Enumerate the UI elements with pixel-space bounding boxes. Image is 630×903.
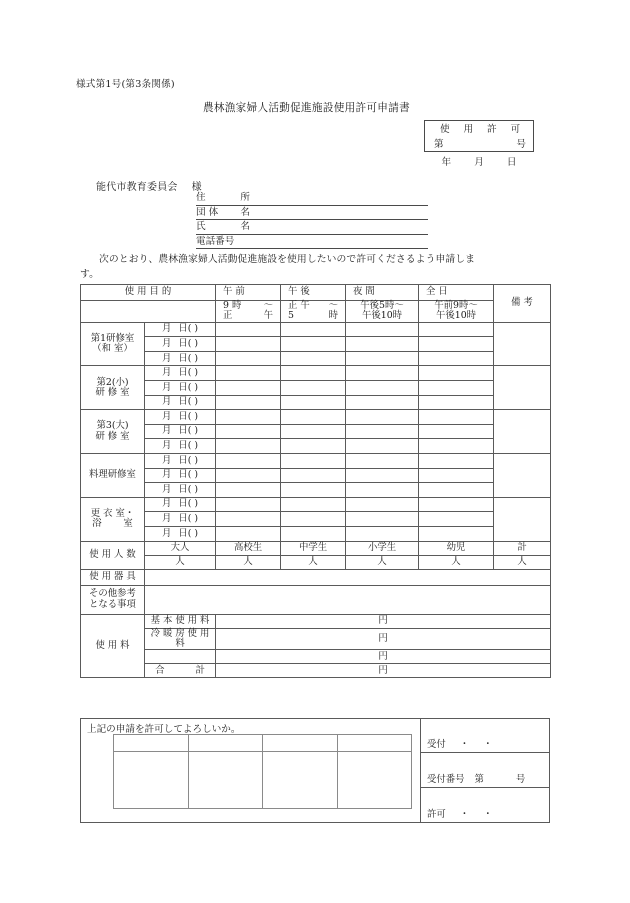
fee-name-basic [145, 614, 216, 628]
slot-allday[interactable] [419, 512, 494, 527]
approval-block [80, 718, 550, 823]
header-cell-allday [419, 285, 494, 301]
addressee-name: 能代市教育委員会 [96, 182, 178, 193]
header-cell-evening [346, 285, 419, 301]
date-cell[interactable] [145, 351, 216, 366]
remarks-cell[interactable] [494, 366, 551, 410]
room-label-2 [81, 366, 145, 410]
date-cell[interactable] [145, 497, 216, 512]
stamp-column[interactable] [263, 735, 338, 808]
table-row [81, 381, 551, 396]
slot-afternoon[interactable] [281, 351, 346, 366]
slot-allday[interactable] [419, 527, 494, 542]
field-label-name-b: 名 [240, 221, 250, 233]
slot-evening[interactable] [346, 410, 419, 425]
permit-number-suffix: 号 [516, 139, 526, 150]
slot-allday[interactable] [419, 424, 494, 439]
date-day: 日( ) [178, 367, 199, 379]
stamp-column-body[interactable] [114, 752, 188, 808]
slot-morning[interactable] [216, 337, 281, 352]
slot-morning[interactable] [216, 351, 281, 366]
fee-row-total [81, 664, 551, 678]
slot-afternoon[interactable] [281, 439, 346, 454]
slot-evening[interactable] [346, 454, 419, 469]
stamp-column-header [189, 735, 263, 752]
date-cell[interactable] [145, 322, 216, 337]
people-count-label [81, 541, 145, 569]
field-label-phone [196, 235, 250, 249]
date-day: 日( ) [178, 410, 199, 422]
fee-row-extra [81, 650, 551, 664]
slot-allday[interactable] [419, 410, 494, 425]
slot-afternoon[interactable] [281, 468, 346, 483]
slot-allday[interactable] [419, 439, 494, 454]
receipt-number-label: 受付番号 [427, 773, 465, 785]
date-month: 月 [161, 527, 172, 539]
slot-afternoon[interactable] [281, 512, 346, 527]
permit-line-bottom [427, 806, 493, 820]
field-label-name-a: 氏 [196, 221, 206, 233]
other-notes-input[interactable] [145, 585, 551, 614]
table-row [81, 410, 551, 425]
slot-morning[interactable] [216, 497, 281, 512]
header-purpose-label: 使 用 目 的 [124, 286, 172, 298]
fee-row-hvac [81, 628, 551, 650]
stamp-column[interactable] [189, 735, 264, 808]
date-day: 日( ) [178, 440, 199, 452]
fee-name-extra[interactable] [145, 650, 216, 664]
table-row [81, 439, 551, 454]
permit-date-year: 年 [441, 157, 452, 168]
afternoon-start: 正 午 [288, 300, 310, 311]
receipt-row[interactable] [421, 719, 549, 753]
equipment-row [81, 569, 551, 585]
date-month: 月 [161, 469, 172, 481]
room-label-2-line2: 研 修 室 [95, 386, 130, 398]
date-day: 日( ) [178, 396, 199, 408]
slot-allday[interactable] [419, 395, 494, 410]
slot-allday[interactable] [419, 483, 494, 498]
slot-morning[interactable] [216, 468, 281, 483]
header-afternoon-label: 午 後 [288, 286, 310, 298]
slot-morning[interactable] [216, 322, 281, 337]
room-label-5 [81, 497, 145, 541]
field-row-address [196, 191, 428, 206]
header-evening-label: 夜 間 [353, 286, 375, 298]
slot-morning[interactable] [216, 381, 281, 396]
date-month: 月 [161, 367, 172, 379]
header-cell-remarks: 備 考 [494, 285, 551, 323]
slot-evening[interactable] [346, 512, 419, 527]
slot-evening[interactable] [346, 468, 419, 483]
approval-question: 上記の申請を許可してよろしいか。 [87, 724, 241, 735]
people-value-highschool[interactable]: 人 [216, 555, 281, 569]
date-cell[interactable] [145, 468, 216, 483]
fee-name-hvac-text: 冷 暖 房 使 用 料 [150, 627, 210, 649]
date-month: 月 [161, 425, 172, 437]
slot-morning[interactable] [216, 395, 281, 410]
stamp-column[interactable] [338, 735, 412, 808]
date-cell[interactable] [145, 483, 216, 498]
intro-line-2: す。 [80, 269, 100, 280]
permit-number-line [425, 137, 535, 152]
permit-date-line [424, 154, 534, 168]
field-label-address [196, 191, 250, 205]
stamp-column-header [114, 735, 188, 752]
allday-range-bottom: 午後10時 [435, 310, 477, 322]
people-category-infant: 幼児 [419, 541, 494, 555]
field-label-phone-a: 電話番号 [196, 235, 235, 247]
slot-evening[interactable] [346, 483, 419, 498]
date-day: 日( ) [178, 323, 199, 335]
date-cell[interactable] [145, 395, 216, 410]
slot-allday[interactable] [419, 454, 494, 469]
stamp-column-body[interactable] [263, 752, 337, 808]
table-row [81, 468, 551, 483]
slot-evening[interactable] [346, 381, 419, 396]
date-day: 日( ) [178, 425, 199, 437]
receipt-label: 受付 [427, 739, 446, 751]
header-sub-allday [419, 301, 494, 323]
permit-bottom-label: 許可 [427, 808, 446, 820]
date-cell[interactable] [145, 366, 216, 381]
other-notes-label [81, 585, 145, 614]
stamp-column-header [263, 735, 337, 752]
field-label-address-b: 所 [240, 192, 250, 203]
slot-afternoon[interactable] [281, 483, 346, 498]
field-label-name [196, 220, 250, 234]
table-row [81, 454, 551, 469]
morning-range-bottom [216, 311, 280, 321]
slot-morning[interactable] [216, 410, 281, 425]
room-label-1-line2: （和 室） [92, 343, 133, 355]
field-label-organization [196, 206, 250, 220]
date-day: 日( ) [178, 454, 199, 466]
remarks-cell[interactable] [494, 410, 551, 454]
date-month: 月 [161, 483, 172, 495]
receipt-number-suffix: 号 [515, 773, 526, 785]
afternoon-end-b: 時 [328, 310, 339, 322]
date-cell[interactable] [145, 439, 216, 454]
receipt-number-row[interactable] [421, 753, 549, 787]
addressee-honorific: 様 [191, 182, 202, 193]
field-label-organization-a: 団 体 [196, 206, 219, 218]
people-category-highschool: 高校生 [216, 541, 281, 555]
date-day: 日( ) [178, 527, 199, 539]
remarks-cell[interactable] [494, 322, 551, 366]
date-cell[interactable] [145, 454, 216, 469]
allday-range-top: 午前9時～ [434, 300, 478, 311]
room-label-4 [81, 454, 145, 498]
people-value-total[interactable]: 人 [494, 555, 551, 569]
slot-morning[interactable] [216, 527, 281, 542]
stamp-column-body[interactable] [189, 752, 263, 808]
slot-evening[interactable] [346, 527, 419, 542]
slot-allday[interactable] [419, 351, 494, 366]
fee-value-hvac[interactable]: 円 [216, 628, 551, 650]
table-row [81, 395, 551, 410]
fee-label-text: 使 用 料 [95, 639, 130, 651]
people-count-label-text: 使 用 人 数 [89, 548, 136, 560]
slot-morning[interactable] [216, 512, 281, 527]
fee-name-total [145, 664, 216, 678]
slot-allday[interactable] [419, 497, 494, 512]
people-value-elementary[interactable]: 人 [346, 555, 419, 569]
table-row [81, 527, 551, 542]
fee-label [81, 614, 145, 678]
date-cell[interactable] [145, 337, 216, 352]
stamp-column[interactable] [114, 735, 189, 808]
morning-end-b: 午 [263, 310, 274, 322]
slot-evening[interactable] [346, 497, 419, 512]
date-month: 月 [161, 440, 172, 452]
document-title: 農林漁家婦人活動促進施設使用許可申請書 [203, 102, 410, 114]
room-label-2-line1: 第2(小) [96, 376, 129, 388]
people-value-adult[interactable]: 人 [145, 555, 216, 569]
people-category-adult: 大人 [145, 541, 216, 555]
fee-value-extra[interactable]: 円 [216, 650, 551, 664]
table-row [81, 337, 551, 352]
slot-evening[interactable] [346, 366, 419, 381]
header-cell-morning [216, 285, 281, 301]
slot-afternoon[interactable] [281, 527, 346, 542]
field-row-organization [196, 206, 428, 221]
slot-afternoon[interactable] [281, 366, 346, 381]
room-label-1 [81, 322, 145, 366]
room-label-4-line1: 料理研修室 [89, 469, 136, 481]
evening-range-top: 午後5時～ [360, 300, 404, 311]
permit-date-day: 日 [506, 157, 517, 168]
approval-right [420, 719, 549, 822]
people-category-elementary: 小学生 [346, 541, 419, 555]
receipt-dot-1: ・ [459, 739, 470, 751]
header-sub-morning [216, 301, 281, 323]
date-day: 日( ) [178, 352, 199, 364]
date-month: 月 [161, 410, 172, 422]
header-morning-label: 午 前 [223, 286, 245, 298]
date-cell[interactable] [145, 424, 216, 439]
slot-allday[interactable] [419, 366, 494, 381]
permit-number-prefix: 第 [434, 139, 444, 150]
date-day: 日( ) [178, 513, 199, 525]
remarks-cell[interactable] [494, 497, 551, 541]
form-code: 様式第1号(第3条関係) [76, 79, 175, 90]
room-label-3-line2: 研 修 室 [95, 430, 130, 442]
slot-allday[interactable] [419, 337, 494, 352]
slot-allday[interactable] [419, 381, 494, 396]
date-cell[interactable] [145, 512, 216, 527]
field-label-organization-b: 名 [240, 206, 250, 218]
date-month: 月 [161, 396, 172, 408]
room-label-3-line1: 第3(大) [96, 420, 129, 432]
field-row-name [196, 220, 428, 235]
room-label-1-line1: 第1研修室 [90, 332, 135, 344]
fee-name-basic-text: 基 本 使 用 料 [150, 614, 210, 626]
permit-dot-2: ・ [483, 808, 493, 820]
fee-value-total[interactable]: 円 [216, 664, 551, 678]
afternoon-range-bottom [281, 311, 345, 321]
equipment-label-text: 使 用 器 具 [89, 570, 136, 582]
table-row [81, 497, 551, 512]
receipt-line [427, 736, 493, 750]
permit-box-label [425, 122, 535, 137]
date-cell[interactable] [145, 410, 216, 425]
field-label-address-a: 住 [196, 192, 206, 203]
fee-name-total-text: 合 計 [155, 664, 205, 676]
table-header-row-1 [81, 285, 551, 301]
permit-row[interactable] [421, 788, 549, 822]
applicant-field-list [196, 191, 428, 249]
intro-line-1: 次のとおり、農林漁家婦人活動促進施設を使用したいので許可くださるよう申請しま [99, 254, 476, 265]
receipt-number-line [427, 771, 525, 785]
slot-morning[interactable] [216, 439, 281, 454]
slot-afternoon[interactable] [281, 454, 346, 469]
header-sub-afternoon [281, 301, 346, 323]
room-label-5-line1: 更 衣 室・ [90, 507, 135, 519]
slot-morning[interactable] [216, 366, 281, 381]
permit-date-month: 月 [474, 157, 484, 168]
date-month: 月 [161, 323, 172, 335]
other-notes-label-line1: その他参考 [89, 588, 136, 600]
evening-range-bottom: 午後10時 [361, 310, 403, 322]
equipment-label [81, 569, 145, 585]
slot-afternoon[interactable] [281, 497, 346, 512]
permit-label-char-3: 許 [486, 124, 497, 135]
permit-box [424, 120, 534, 152]
table-row [81, 366, 551, 381]
date-month: 月 [161, 381, 172, 393]
date-cell[interactable] [145, 527, 216, 542]
date-day: 日( ) [178, 381, 199, 393]
other-notes-label-line2: となる事項 [89, 598, 136, 610]
permit-label-char-4: 可 [510, 124, 521, 135]
slot-morning[interactable] [216, 424, 281, 439]
date-cell[interactable] [145, 381, 216, 396]
fee-value-basic[interactable]: 円 [216, 614, 551, 628]
date-day: 日( ) [178, 337, 199, 349]
slot-evening[interactable] [346, 322, 419, 337]
fee-name-hvac [145, 628, 216, 650]
header-allday-label: 全 日 [426, 286, 448, 298]
header-sub-evening [346, 301, 419, 323]
slot-afternoon[interactable] [281, 337, 346, 352]
people-count-value-row [81, 555, 551, 569]
slot-evening[interactable] [346, 351, 419, 366]
date-day: 日( ) [178, 469, 199, 481]
field-row-phone [196, 235, 428, 250]
slot-evening[interactable] [346, 439, 419, 454]
slot-afternoon[interactable] [281, 395, 346, 410]
afternoon-end-a: 5 [288, 310, 294, 322]
table-header-row-2 [81, 301, 551, 323]
table-row [81, 322, 551, 337]
table-row [81, 512, 551, 527]
room-label-5-line2: 浴 室 [92, 518, 133, 530]
slot-allday[interactable] [419, 468, 494, 483]
slot-allday[interactable] [419, 322, 494, 337]
table-row [81, 351, 551, 366]
date-month: 月 [161, 337, 172, 349]
remarks-cell[interactable] [494, 454, 551, 498]
morning-tilde: ～ [263, 300, 274, 311]
purpose-input-cell[interactable] [81, 301, 216, 323]
intro-paragraph [80, 252, 550, 282]
date-day: 日( ) [178, 483, 199, 495]
date-month: 月 [161, 513, 172, 525]
afternoon-tilde: ～ [328, 300, 339, 311]
addressee [96, 178, 202, 193]
receipt-number-prefix: 第 [474, 773, 484, 785]
table-row [81, 424, 551, 439]
date-month: 月 [161, 352, 172, 364]
date-month: 月 [161, 498, 172, 510]
slot-afternoon[interactable] [281, 410, 346, 425]
permit-label-char-1: 使 [439, 124, 450, 135]
header-cell-afternoon [281, 285, 346, 301]
usage-table [80, 284, 551, 678]
fee-row-basic [81, 614, 551, 628]
stamp-column-body[interactable] [338, 752, 412, 808]
morning-end-a: 正 [223, 310, 233, 322]
date-day: 日( ) [178, 498, 199, 510]
slot-evening[interactable] [346, 337, 419, 352]
other-notes-row [81, 585, 551, 614]
people-category-total: 計 [494, 541, 551, 555]
slot-morning[interactable] [216, 483, 281, 498]
header-cell-purpose [81, 285, 216, 301]
slot-evening[interactable] [346, 395, 419, 410]
people-count-header-row [81, 541, 551, 555]
slot-afternoon[interactable] [281, 381, 346, 396]
date-month: 月 [161, 454, 172, 466]
people-value-infant[interactable]: 人 [419, 555, 494, 569]
equipment-input[interactable] [145, 569, 551, 585]
table-row [81, 483, 551, 498]
permit-dot-1: ・ [459, 808, 470, 820]
slot-afternoon[interactable] [281, 424, 346, 439]
slot-afternoon[interactable] [281, 322, 346, 337]
permit-label-char-2: 用 [463, 124, 474, 135]
people-value-juniorhigh[interactable]: 人 [281, 555, 346, 569]
people-category-juniorhigh: 中学生 [281, 541, 346, 555]
approval-left [81, 719, 420, 822]
approval-stamp-grid [113, 734, 412, 809]
morning-start: 9 時 [223, 300, 242, 311]
room-label-3 [81, 410, 145, 454]
slot-morning[interactable] [216, 454, 281, 469]
slot-evening[interactable] [346, 424, 419, 439]
stamp-column-header [338, 735, 412, 752]
receipt-dot-2: ・ [483, 739, 493, 751]
